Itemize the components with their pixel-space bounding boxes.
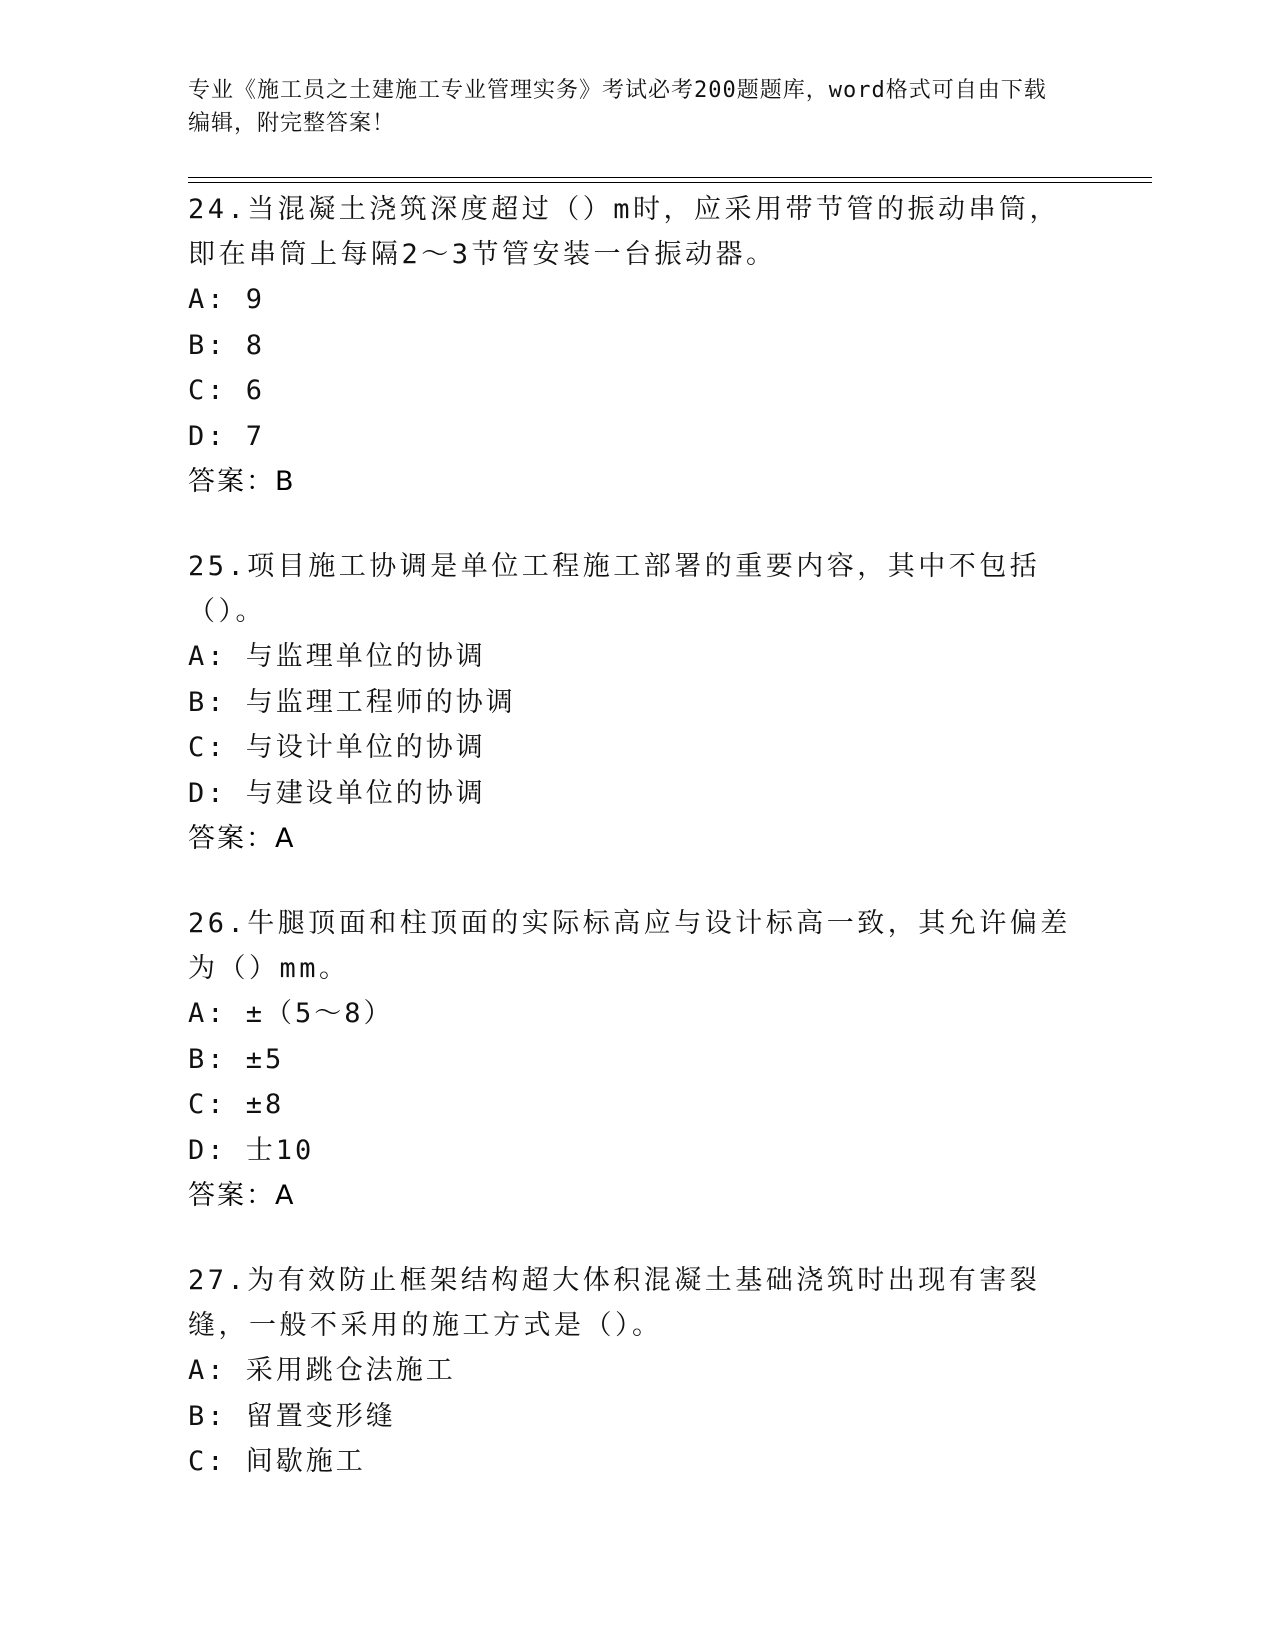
option-d: D: 7 bbox=[188, 420, 266, 452]
question-stem: 25.项目施工协调是单位工程施工部署的重要内容，其中不包括（）。 bbox=[188, 551, 1041, 627]
document-header: 专业《施工员之土建施工专业管理实务》考试必考200题题库，word格式可自由下载编辑，附完整答案！ bbox=[188, 78, 1047, 136]
header-divider-top bbox=[188, 177, 1152, 178]
option-d: D: 士10 bbox=[188, 1134, 315, 1166]
question-stem: 27.为有效防止框架结构超大体积混凝土基础浇筑时出现有害裂缝，一般不采用的施工方式是（）。 bbox=[188, 1265, 1041, 1341]
question-stem: 26.牛腿顶面和柱顶面的实际标高应与设计标高一致，其允许偏差为（）mm。 bbox=[188, 908, 1071, 984]
option-b: B: 与监理工程师的协调 bbox=[188, 686, 516, 718]
question-stem: 24.当混凝土浇筑深度超过（）m时，应采用带节管的振动串筒，即在串筒上每隔2～3节管安装一台振动器。 bbox=[188, 194, 1061, 270]
question-24 bbox=[188, 187, 1088, 504]
question-spacer bbox=[188, 861, 1088, 901]
answer: 答案：A bbox=[188, 823, 296, 854]
option-c: C: 与设计单位的协调 bbox=[188, 732, 486, 763]
option-c: C: ±8 bbox=[188, 1089, 285, 1120]
option-a: A: 与监理单位的协调 bbox=[188, 641, 486, 672]
option-b: B: 留置变形缝 bbox=[188, 1400, 396, 1432]
option-c: C: 6 bbox=[188, 375, 266, 406]
question-25 bbox=[188, 544, 1088, 861]
option-c: C: 间歇施工 bbox=[188, 1446, 366, 1477]
option-a: A: 采用跳仓法施工 bbox=[188, 1355, 456, 1386]
question-26 bbox=[188, 901, 1088, 1218]
question-list bbox=[188, 187, 1088, 1485]
option-a: A: 9 bbox=[188, 284, 266, 315]
question-27 bbox=[188, 1258, 1088, 1485]
question-spacer bbox=[188, 1218, 1088, 1258]
option-b: B: ±5 bbox=[188, 1043, 285, 1075]
option-d: D: 与建设单位的协调 bbox=[188, 777, 486, 809]
option-a: A: ±（5～8） bbox=[188, 998, 394, 1029]
header-divider-bottom bbox=[188, 182, 1152, 183]
question-spacer bbox=[188, 504, 1088, 544]
answer: 答案：B bbox=[188, 466, 296, 497]
option-b: B: 8 bbox=[188, 329, 266, 361]
answer: 答案：A bbox=[188, 1180, 296, 1211]
